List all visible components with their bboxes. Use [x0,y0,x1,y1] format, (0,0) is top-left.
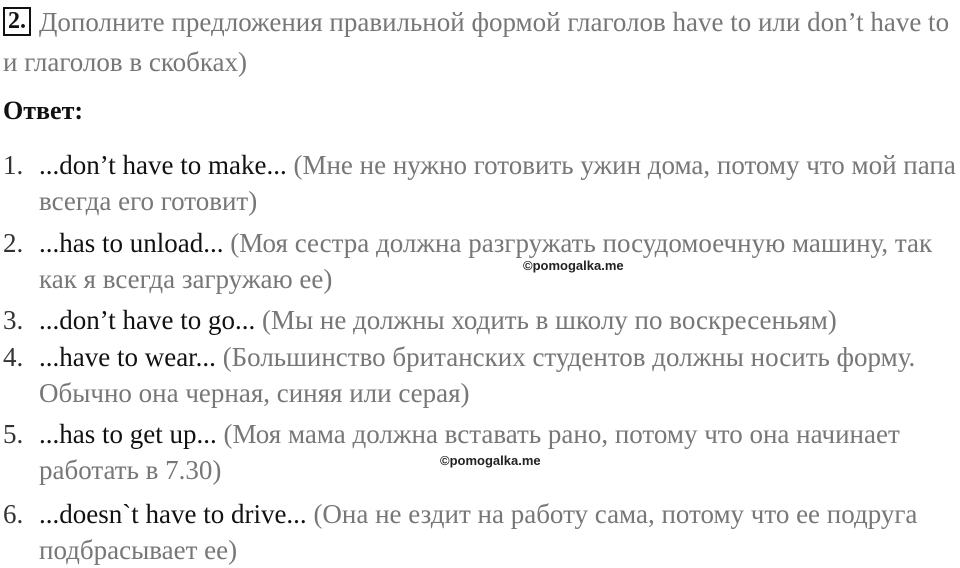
watermark: ©pomogalka.me [523,258,624,273]
item-number: 1. [3,150,24,180]
item-number: 2. [3,228,24,258]
item-number: 5. [3,419,24,449]
item-text [39,302,960,338]
item-number: 4. [3,342,24,372]
item-text [39,339,960,411]
item-english: ...don’t have to make... [39,150,287,180]
task-number: 2. [3,7,31,36]
answer-label: Ответ: [3,96,84,125]
item-english: ...has to get up... [39,419,217,449]
item-text [39,496,960,568]
item-translation: (Моя мама должна вставать рано, потому что она начинает работать в 7.30) [39,419,900,485]
task-instruction: Дополните предложения правильной формой глаголов have to или don’t have to и глаголов в скобках) [3,7,950,77]
item-translation: (Моя сестра должна разгружать посудомоечную машину, так как я всегда загружаю ее) [39,228,933,294]
item-text [39,147,960,219]
item-number: 6. [3,499,24,529]
item-english: ...doesn`t have to drive... [39,499,307,529]
item-translation: (Она не ездит на работу сама, потому что ее подруга подбрасывает ее) [39,499,918,565]
item-translation: (Мне не нужно готовить ужин дома, потому что мой папа всегда его готовит) [39,150,956,216]
watermark: ©pomogalka.me [440,453,541,468]
item-text [39,225,960,297]
item-english: ...don’t have to go... [39,305,256,335]
item-translation: (Мы не должны ходить в школу по воскресеньям) [261,305,837,335]
item-english: ...have to wear... [39,342,216,372]
item-number: 3. [3,305,24,335]
task-instruction-block [3,2,953,82]
item-text [39,416,960,488]
item-english: ...has to unload... [39,228,224,258]
item-translation: (Большинство британских студентов должны носить форму. Обычно она черная, синяя или серая) [39,342,916,408]
